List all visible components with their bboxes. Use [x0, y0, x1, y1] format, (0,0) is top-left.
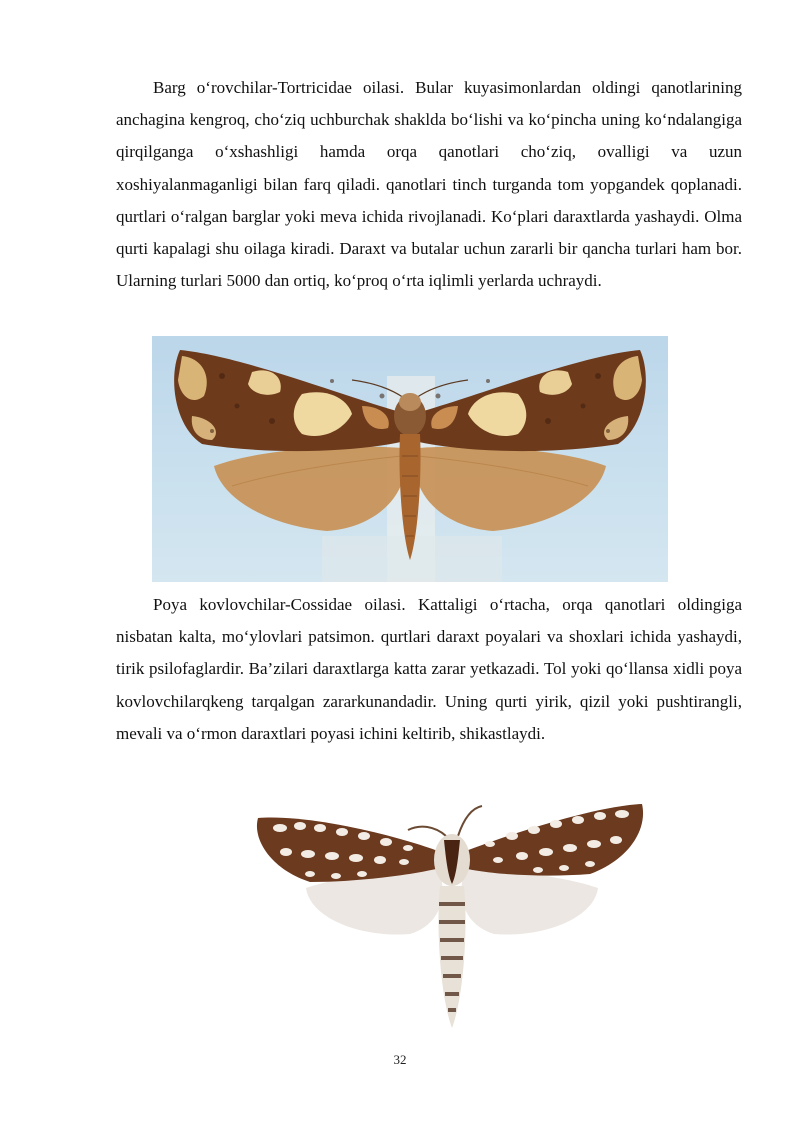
paragraph-tortricidae: Barg o‘rovchilar-Tortricidae oilasi. Bular kuyasimonlardan oldingi qanotlarining anchagina kengroq, cho‘ziq uchburchak shaklda bo‘lishi va ko‘pincha uning ko‘ndalangiga qirqilganga o‘xshashligi hamda orqa qanotlari cho‘ziq, ovalligi va uzun xoshiyalanmaganligi bilan farq qiladi. qanotlari tinch turganda tom yopgandek qoplanadi. qurtlari o‘ralgan barglar yoki meva ichida rivojlanadi. Ko‘plari daraxtlarda yashaydi. Olma qurti kapalagi shu oilaga kiradi. Daraxt va butalar uchun zararli bir qancha turlari ham bor. Ularning turlari 5000 dan ortiq, ko‘proq o‘rta iqlimli yerlarda uchraydi. — [116, 78, 742, 291]
paragraph-cossidae: Poya kovlovchilar-Cossidae oilasi. Kattaligi o‘rtacha, orqa qanotlari oldingiga nisbatan kalta, mo‘ylovlari patsimon. qurtlari daraxt poyalari va shoxlari ichida yashaydi, tirik psilofaglardir. Ba’zilari daraxtlarga katta zarar yetkazadi. Tol yoki qo‘llansa xidli poya kovlovchilarqkeng tarqalgan zararkunandadir. Uning qurti yirik, qizil yoki pushtirangli, mevali va o‘rmon daraxtlari poyasi ichini keltirib, shikastlaydi. — [116, 595, 742, 743]
cossidae-moth-photo — [250, 796, 650, 1036]
tortricidae-moth-photo — [152, 336, 668, 582]
tortricidae-moth-illustration — [152, 336, 668, 582]
cossidae-moth-illustration — [250, 796, 650, 1036]
page-number: 32 — [393, 1052, 407, 1067]
